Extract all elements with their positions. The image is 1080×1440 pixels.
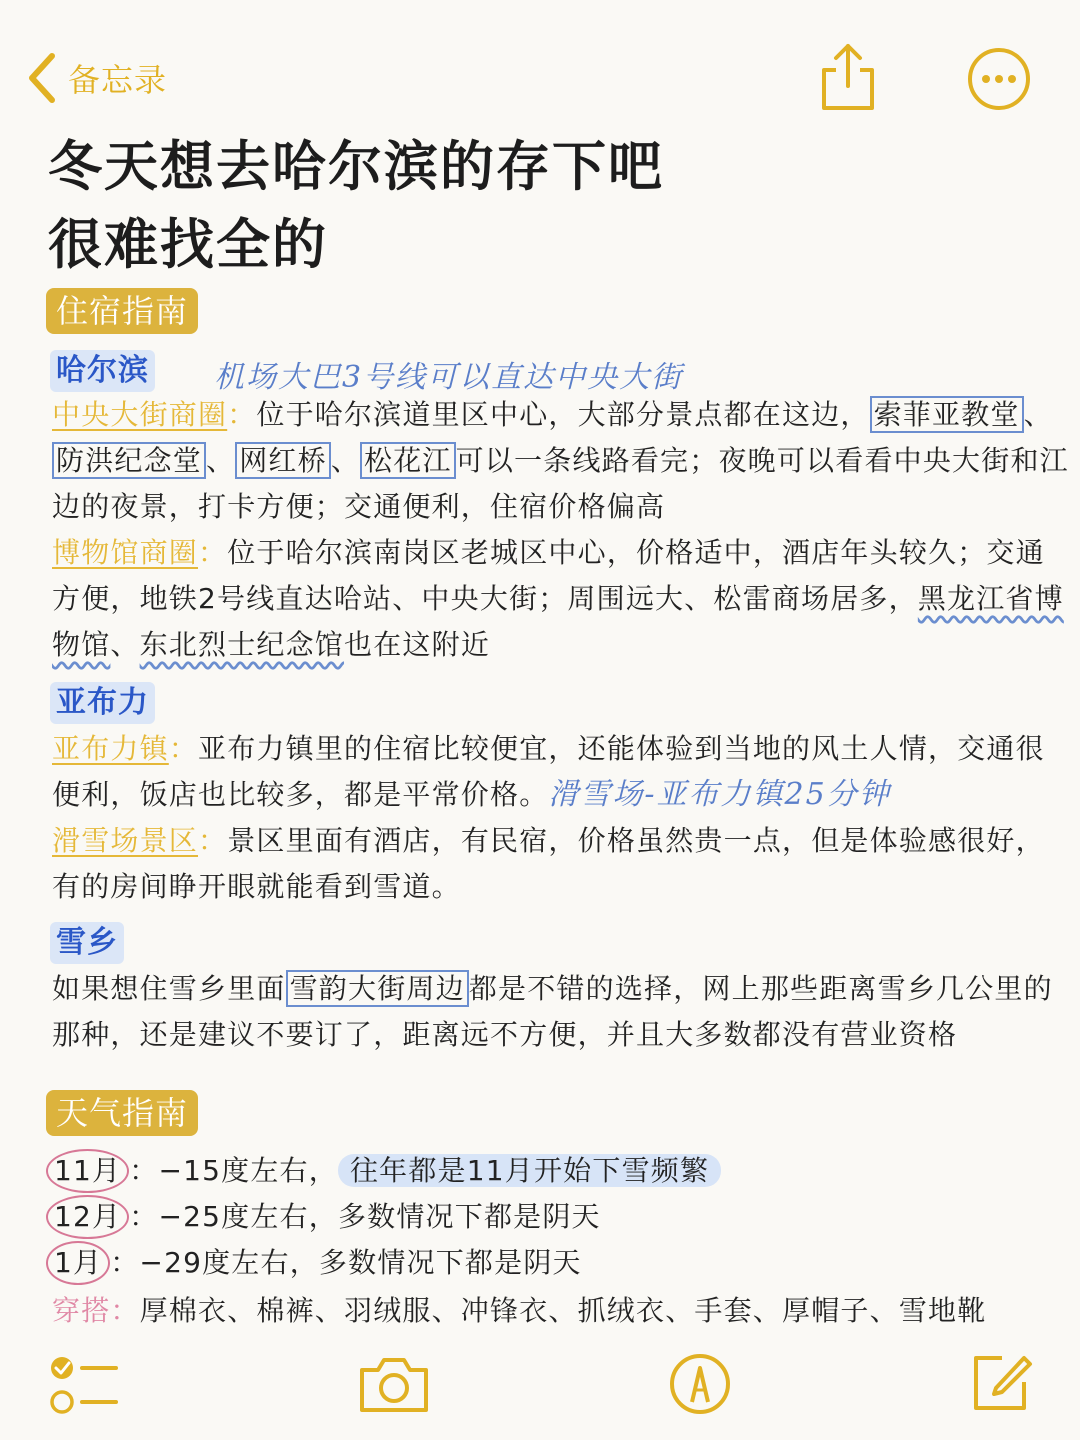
- text: 可以一条线路看完；夜晚可以看看中央大街和江: [455, 444, 1069, 477]
- colon: ：: [198, 824, 228, 857]
- outfit-label: 穿搭: [52, 1294, 111, 1327]
- xuexiang-line-2: 那种，还是建议不要订了，距离远不方便，并且大多数都没有营业资格: [52, 1018, 958, 1051]
- note-title: [48, 128, 664, 284]
- text: 、: [1023, 398, 1053, 431]
- place-harbin: 哈尔滨: [50, 350, 155, 392]
- temperature: −25度左右，: [158, 1200, 338, 1233]
- weather-row-nov: [46, 1148, 721, 1194]
- title-line-1: 冬天想去哈尔滨的存下吧: [48, 135, 664, 198]
- bowuguan-label: 博物馆商圈: [52, 536, 199, 569]
- text: 位于哈尔滨南岗区老城区中心，价格适中，酒店年头较久；交通: [227, 536, 1045, 569]
- dongbei-memorial: 东北烈士纪念馆: [139, 628, 345, 661]
- weather-note: 多数情况下都是阴天: [337, 1200, 601, 1233]
- month-label: 1月: [46, 1241, 110, 1285]
- weather-note-highlight: 往年都是11月开始下雪频繁: [338, 1154, 721, 1187]
- section-lodging: 住宿指南: [46, 288, 198, 334]
- wanghong-bridge: 网红桥: [235, 442, 331, 479]
- heilongjiang-museum-cont: 物馆: [52, 628, 111, 661]
- back-label: 备忘录: [68, 61, 168, 99]
- zhongyang-label: 中央大街商圈: [52, 398, 228, 431]
- weather-row-dec: [46, 1194, 601, 1240]
- xueyun-street: 雪韵大街周边: [286, 970, 469, 1007]
- harbin-line-2: [52, 438, 1069, 484]
- temperature: −15度左右，: [158, 1154, 338, 1187]
- month-label: 11月: [46, 1149, 129, 1193]
- harbin-line-5: [52, 576, 1064, 622]
- text: 亚布力镇里的住宿比较便宜，还能体验到当地的风土人情，交通很: [198, 732, 1045, 765]
- outfit-text: 厚棉衣、棉裤、羽绒服、冲锋衣、抓绒衣、手套、厚帽子、雪地靴: [139, 1294, 987, 1327]
- text: 也在这附近: [344, 628, 491, 661]
- weather-note: 多数情况下都是阴天: [318, 1246, 582, 1279]
- handwritten-note-ski-distance: 滑雪场-亚布力镇25分钟: [548, 777, 891, 812]
- compose-icon[interactable]: [968, 1350, 1034, 1416]
- text: 方便，地铁2号线直达哈站、中央大街；周围远大、松雷商场居多，: [52, 582, 918, 615]
- weather-row-jan: [46, 1240, 582, 1286]
- text: 、: [110, 628, 140, 661]
- title-line-2: 很难找全的: [48, 213, 328, 276]
- text: 位于哈尔滨道里区中心，大部分景点都在这边，: [256, 398, 870, 431]
- harbin-line-3: 边的夜景，打卡方便；交通便利，住宿价格偏高: [52, 490, 666, 523]
- yabuli-town-label: 亚布力镇: [52, 732, 169, 765]
- colon: ：: [110, 1246, 140, 1279]
- back-button[interactable]: [24, 50, 167, 106]
- text: 景区里面有酒店，有民宿，价格虽然贵一点，但是体验感很好，: [227, 824, 1045, 857]
- section-weather: 天气指南: [46, 1090, 198, 1136]
- temperature: −29度左右，: [139, 1246, 319, 1279]
- text: 便利，饭店也比较多，都是平常价格。: [52, 778, 549, 811]
- text: 、: [330, 444, 361, 477]
- text: 、: [206, 444, 236, 477]
- sofia-church: 索菲亚教堂: [870, 396, 1024, 433]
- markup-pen-icon[interactable]: [668, 1352, 732, 1416]
- text: 如果想住雪乡里面: [52, 972, 286, 1005]
- yabuli-line-2: [52, 772, 891, 818]
- colon: ：: [129, 1154, 159, 1187]
- month-label: 12月: [46, 1195, 129, 1239]
- checklist-icon[interactable]: [48, 1352, 120, 1416]
- ski-resort-label: 滑雪场景区: [52, 824, 199, 857]
- colon: ：: [129, 1200, 159, 1233]
- yabuli-line-3: [52, 818, 1045, 864]
- camera-icon[interactable]: [356, 1354, 432, 1416]
- place-yabuli: 亚布力: [50, 682, 155, 724]
- colon: ：: [227, 398, 257, 431]
- text: 都是不错的选择，网上那些距离雪乡几公里的: [468, 972, 1053, 1005]
- place-xuexiang: 雪乡: [50, 922, 124, 964]
- yabuli-line-1: [52, 726, 1045, 772]
- chevron-left-icon: [24, 50, 60, 106]
- songhua-river: 松花江: [360, 442, 456, 479]
- colon: ：: [198, 536, 228, 569]
- navigation-bar: [0, 0, 1080, 120]
- bottom-toolbar: [0, 1340, 1080, 1440]
- xuexiang-line-1: [52, 966, 1053, 1012]
- heilongjiang-museum: 黑龙江省博: [917, 582, 1064, 615]
- share-icon[interactable]: [818, 40, 878, 112]
- colon: ：: [110, 1294, 140, 1327]
- handwritten-note-airport-bus: 机场大巴3号线可以直达中央大街: [214, 360, 684, 395]
- harbin-line-4: [52, 530, 1045, 576]
- outfit-line: [52, 1288, 986, 1334]
- harbin-line-1: [52, 392, 1053, 438]
- fanghong-memorial: 防洪纪念堂: [52, 442, 206, 479]
- harbin-line-6: [52, 622, 490, 668]
- colon: ：: [168, 732, 199, 765]
- more-icon[interactable]: [966, 46, 1032, 112]
- yabuli-line-4: 有的房间睁开眼就能看到雪道。: [52, 870, 461, 903]
